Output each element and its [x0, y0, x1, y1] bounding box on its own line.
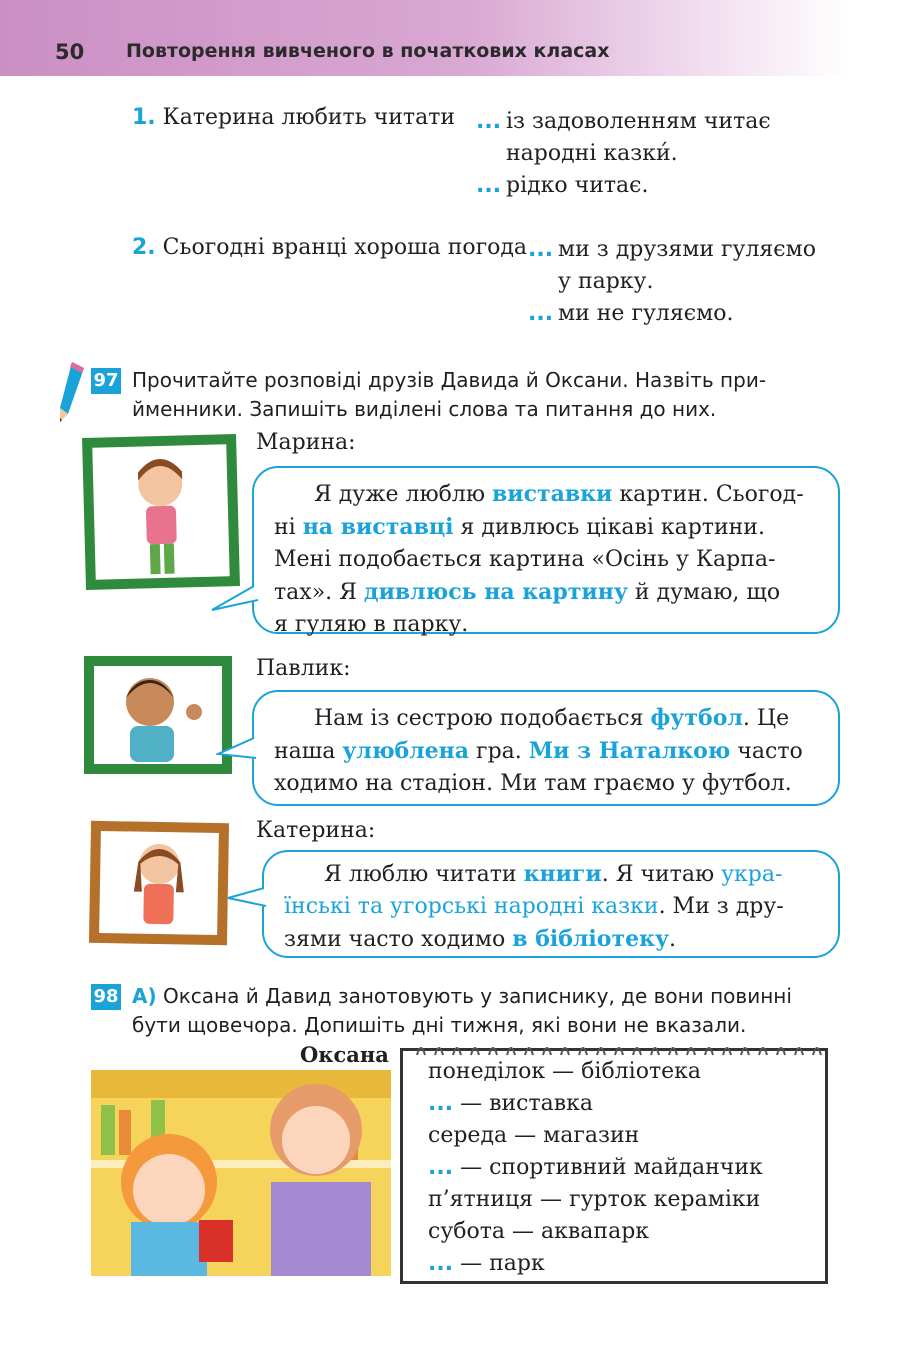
highlighted-word: їнські та угорські народні казки [284, 894, 659, 919]
highlighted-word: Ми з Наталкою [528, 738, 731, 764]
item-stem: Катерина любить читати [162, 105, 456, 130]
bubble-tail [210, 584, 260, 614]
highlighted-word: укра- [721, 862, 783, 887]
notebook-entry: ... — виставка [428, 1091, 593, 1116]
task-instruction-line: йменники. Запишіть виділені слова та питання до них. [132, 397, 717, 421]
bubble-line: наша улюблена гра. Ми з Наталкою часто [274, 738, 803, 764]
notebook-entry: ... — спортивний майданчик [428, 1155, 763, 1180]
bubble-line: Мені подобається картина «Осінь у Карпа- [274, 547, 776, 572]
spiral-binding [411, 1039, 825, 1059]
task-instruction-line: А) Оксана й Давид занотовують у записнику, де вони повинні [132, 984, 792, 1008]
option-text: ми з друзями гуляємо [558, 237, 816, 262]
bubble-tail [226, 886, 268, 910]
page-number: 50 [55, 40, 85, 64]
option-text: ми не гуляємо. [558, 301, 734, 326]
ellipsis: ... [476, 173, 502, 198]
notebook-entry: понеділок — бібліотека [428, 1059, 701, 1084]
ellipsis: ... [528, 301, 554, 326]
section-title: Повторення вивченого в початкових класах [126, 40, 610, 62]
speaker-name: Марина: [256, 430, 356, 455]
pavlyk-illustration [94, 666, 222, 764]
part-label: А) [132, 984, 157, 1008]
kateryna-illustration [99, 831, 219, 935]
task-number-badge: 98 [91, 984, 121, 1010]
item-stem: Сьогодні вранці хороша погода [162, 235, 528, 260]
bubble-tail [216, 736, 258, 762]
bubble-line: їнські та угорські народні казки. Ми з дру- [284, 894, 784, 919]
item-number: 2. [132, 235, 156, 260]
notebook-entry: п’ятниця — гурток кераміки [428, 1187, 761, 1212]
notebook [400, 1048, 828, 1284]
item-number: 1. [132, 105, 156, 130]
highlighted-word: улюблена [342, 738, 470, 764]
pavlyk-speech-bubble [252, 690, 840, 806]
task-instruction-line: Прочитайте розповіді друзів Давида й Оксани. Назвіть при- [132, 368, 767, 392]
library-illustration [91, 1070, 391, 1276]
pencil-icon [54, 360, 90, 424]
highlighted-word: футбол [650, 705, 743, 731]
bubble-line: ходимо на стадіон. Ми там граємо у футбол. [274, 771, 792, 796]
speaker-name: Катерина: [256, 818, 376, 843]
highlighted-word: на виставці [302, 514, 454, 540]
bubble-line: Я люблю читати книги. Я читаю укра- [324, 861, 783, 887]
bubble-line: зями часто ходимо в бібліотеку. [284, 926, 677, 952]
option-text: рідко читає. [506, 173, 649, 198]
kateryna-speech-bubble [262, 850, 840, 958]
oksana-label: Оксана [300, 1042, 389, 1067]
kateryna-portrait-frame [89, 821, 229, 945]
highlighted-word: в бібліотеку [512, 926, 670, 952]
marina-speech-bubble [252, 466, 840, 637]
notebook-entry: середа — магазин [428, 1123, 640, 1148]
bubble-line: тах». Я дивлюсь на картину й думаю, що [274, 579, 781, 605]
bubble-line: я гуляю в парку. [274, 612, 469, 637]
marina-illustration [92, 444, 229, 579]
notebook-entry: субота — аквапарк [428, 1219, 650, 1244]
highlighted-word: книги [523, 861, 602, 887]
ellipsis: ... [476, 109, 502, 134]
option-text: у парку. [558, 269, 654, 294]
bubble-line: Нам із сестрою подобається футбол. Це [314, 705, 790, 731]
bubble-line: Я дуже люблю виставки картин. Сьогод- [314, 481, 804, 507]
bubble-line: ні на виставці я дивлюсь цікаві картини. [274, 514, 765, 540]
task-instruction-line: бути щовечора. Допишіть дні тижня, які вони не вказали. [132, 1013, 747, 1037]
option-text: народні казки́. [506, 141, 678, 166]
highlighted-word: дивлюсь на картину [363, 579, 628, 605]
speaker-name: Павлик: [256, 656, 351, 681]
ellipsis: ... [528, 237, 554, 262]
page-header-band [0, 0, 850, 76]
pavlyk-portrait-frame [84, 656, 232, 774]
task-number-badge: 97 [91, 368, 121, 394]
notebook-entry: ... — парк [428, 1251, 545, 1276]
option-text: із задоволенням читає [506, 109, 771, 134]
marina-portrait-frame [82, 434, 240, 590]
highlighted-word: виставки [492, 481, 613, 507]
